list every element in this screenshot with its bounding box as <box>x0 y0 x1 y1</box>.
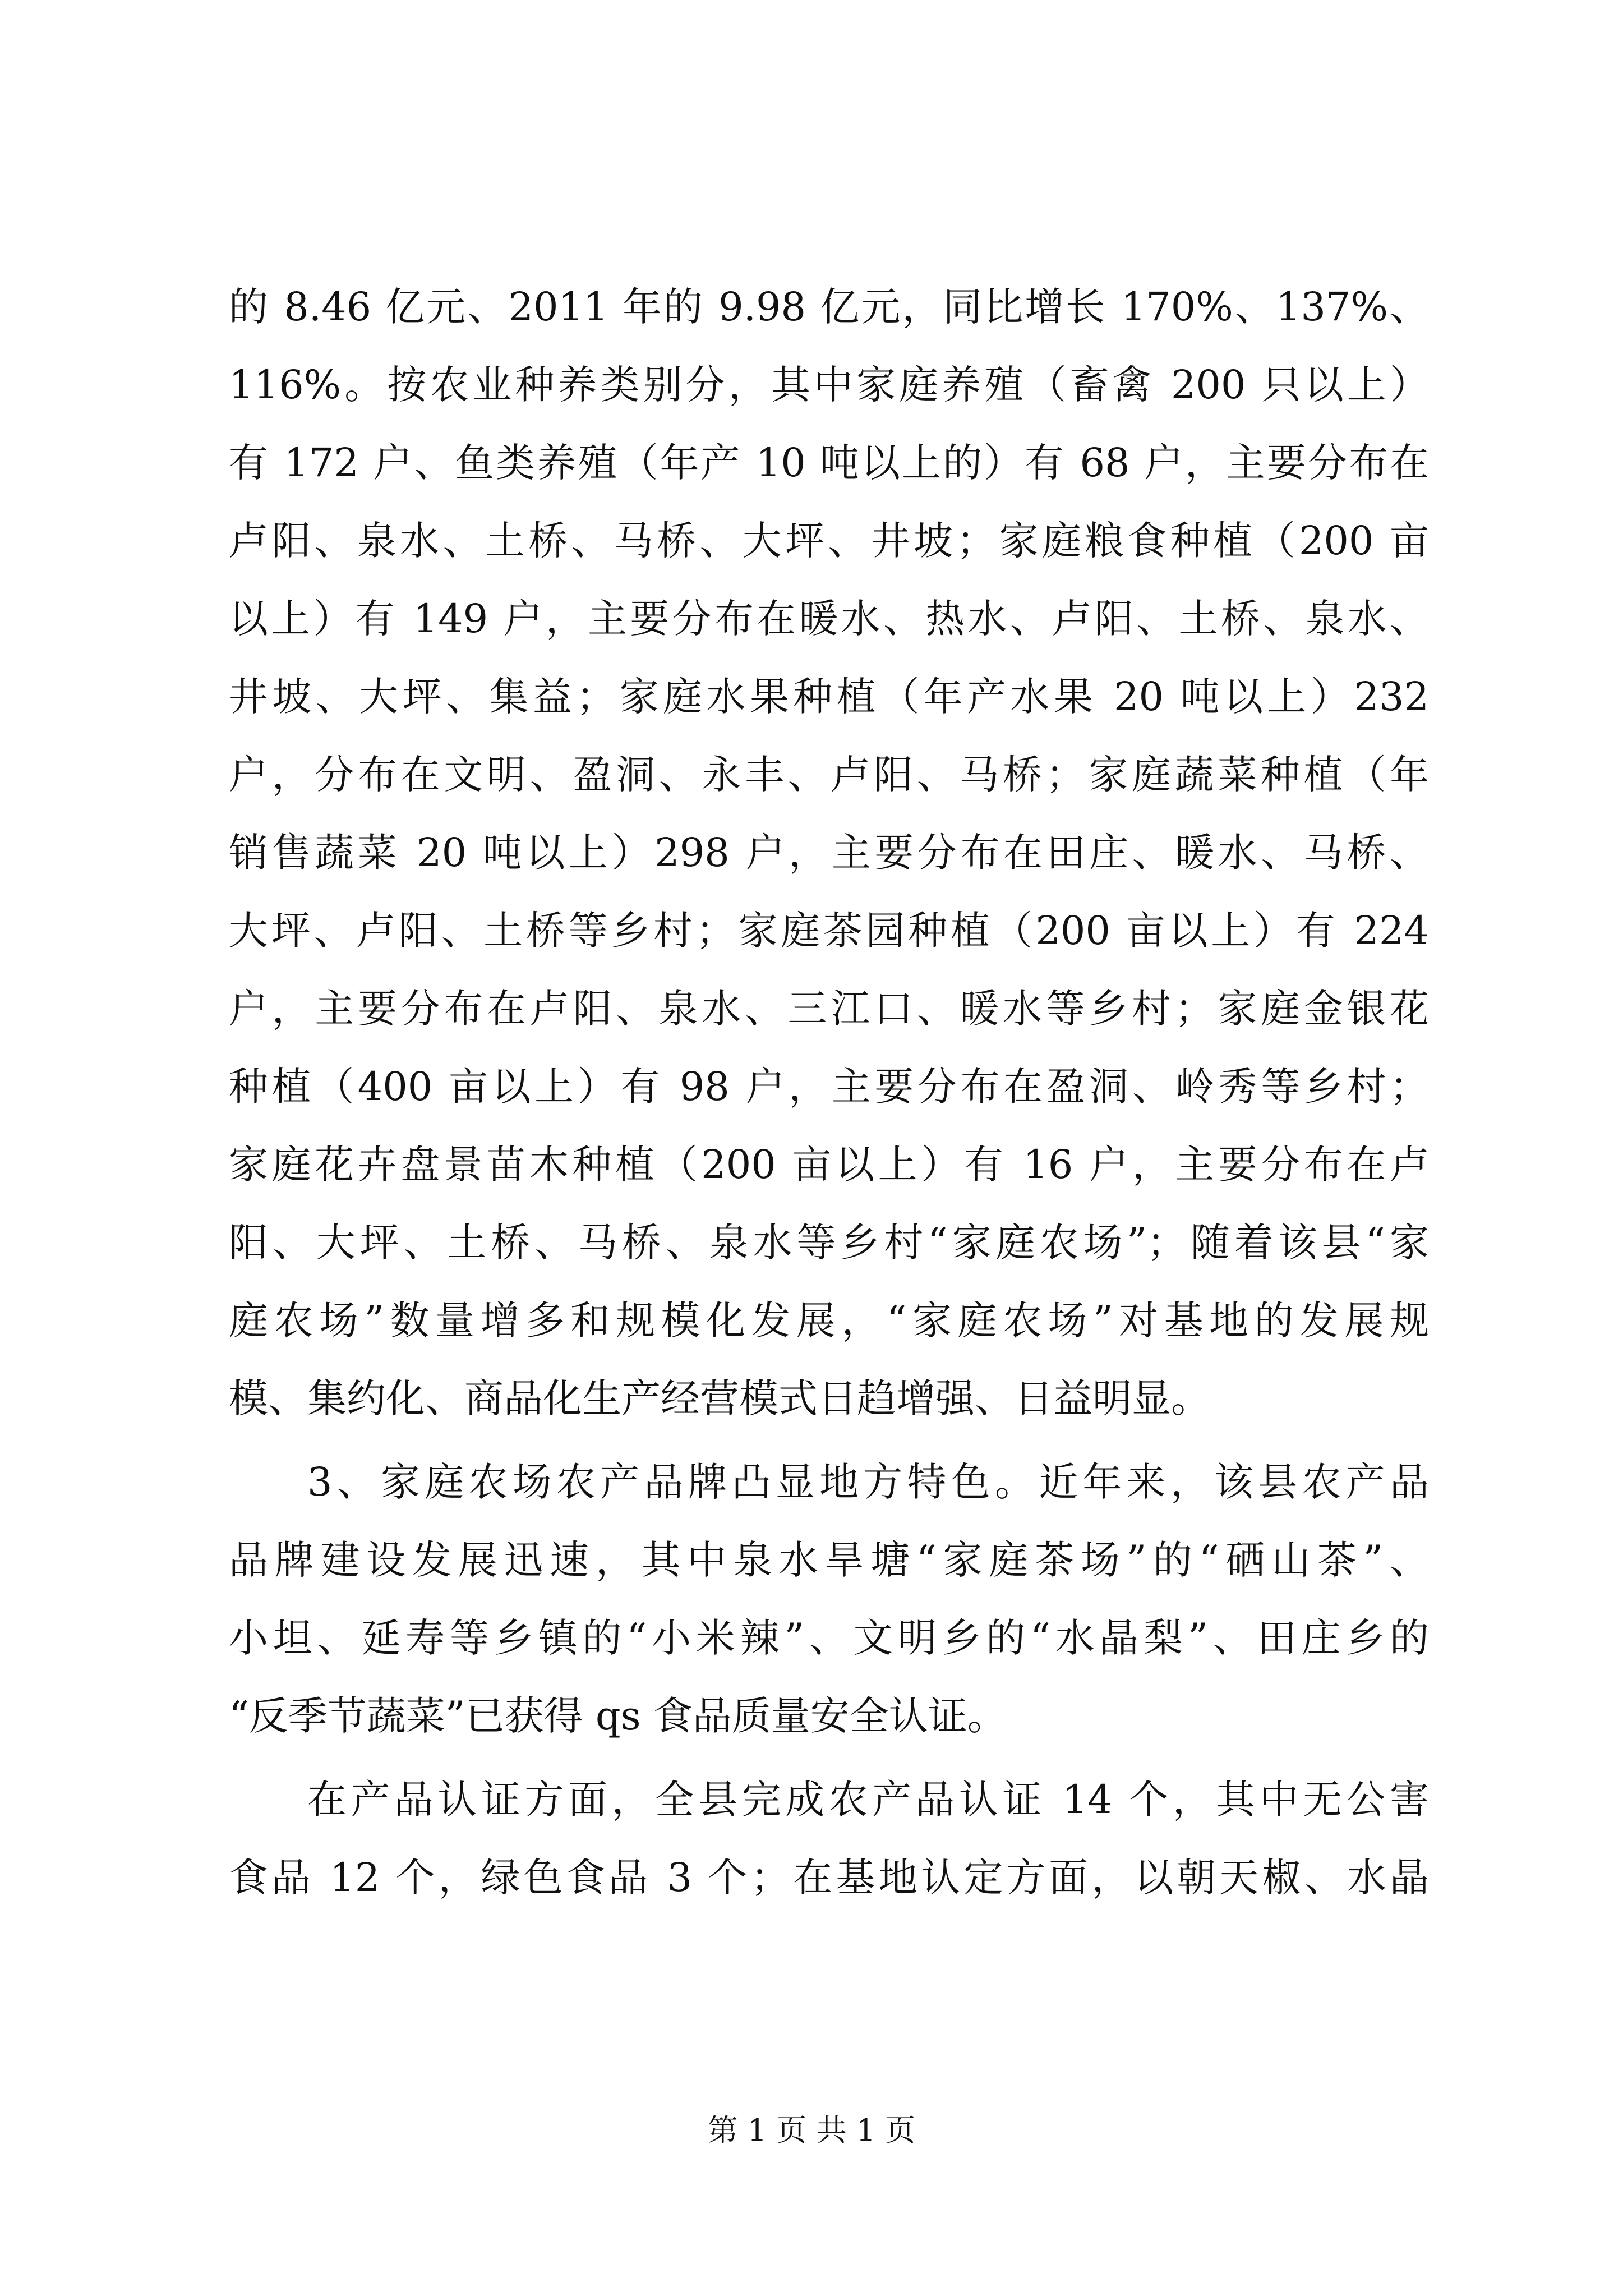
text-line: 116%。按农业种养类别分，其中家庭养殖（畜禽 200 只以上） <box>229 362 1429 408</box>
text-line: 食品 12 个，绿色食品 3 个；在基地认定方面，以朝天椒、水晶 <box>229 1855 1429 1901</box>
text-line: 井坡、大坪、集益；家庭水果种植（年产水果 20 吨以上）232 <box>229 674 1429 720</box>
text-line: 户，主要分布在卢阳、泉水、三江口、暖水等乡村；家庭金银花 <box>229 986 1429 1032</box>
document-body <box>229 268 1429 1917</box>
text-line: 卢阳、泉水、土桥、马桥、大坪、井坡；家庭粮食种植（200 亩 <box>229 518 1429 564</box>
text-line: 模、集约化、商品化生产经营模式日趋增强、日益明显。 <box>229 1375 1210 1421</box>
text-line: 以上）有 149 户，主要分布在暖水、热水、卢阳、土桥、泉水、 <box>229 596 1429 642</box>
text-line: 有 172 户、鱼类养殖（年产 10 吨以上的）有 68 户，主要分布在 <box>229 440 1429 486</box>
text-line: 3、家庭农场农产品牌凸显地方特色。近年来，该县农产品 <box>307 1459 1429 1505</box>
text-line: 庭农场”数量增多和规模化发展，“家庭农场”对基地的发展规 <box>229 1297 1429 1343</box>
page-footer <box>0 2108 1623 2153</box>
paragraph-gap <box>229 1438 1429 1443</box>
text-line: 阳、大坪、土桥、马桥、泉水等乡村“家庭农场”；随着该县“家 <box>229 1220 1429 1266</box>
text-line: 销售蔬菜 20 吨以上）298 户，主要分布在田庄、暖水、马桥、 <box>229 830 1429 876</box>
text-line: “反季节蔬菜”已获得 qs 食品质量安全认证。 <box>229 1693 1007 1739</box>
text-line: 品牌建设发展迅速，其中泉水旱塘“家庭茶场”的“硒山茶”、 <box>229 1537 1429 1583</box>
page-number-label: 第 1 页 共 1 页 <box>707 2113 916 2148</box>
paragraph-gap <box>229 1755 1429 1761</box>
text-line: 大坪、卢阳、土桥等乡村；家庭茶园种植（200 亩以上）有 224 <box>229 908 1429 954</box>
text-line: 小坦、延寿等乡镇的“小米辣”、文明乡的“水晶梨”、田庄乡的 <box>229 1615 1429 1661</box>
text-line: 的 8.46 亿元、2011 年的 9.98 亿元，同比增长 170%、137%、 <box>229 284 1429 330</box>
text-line: 户，分布在文明、盈洞、永丰、卢阳、马桥；家庭蔬菜种植（年 <box>229 752 1429 798</box>
text-line: 家庭花卉盘景苗木种植（200 亩以上）有 16 户，主要分布在卢 <box>229 1142 1429 1188</box>
text-line: 种植（400 亩以上）有 98 户，主要分布在盈洞、岭秀等乡村； <box>229 1064 1429 1110</box>
text-line: 在产品认证方面，全县完成农产品认证 14 个，其中无公害 <box>307 1777 1429 1823</box>
